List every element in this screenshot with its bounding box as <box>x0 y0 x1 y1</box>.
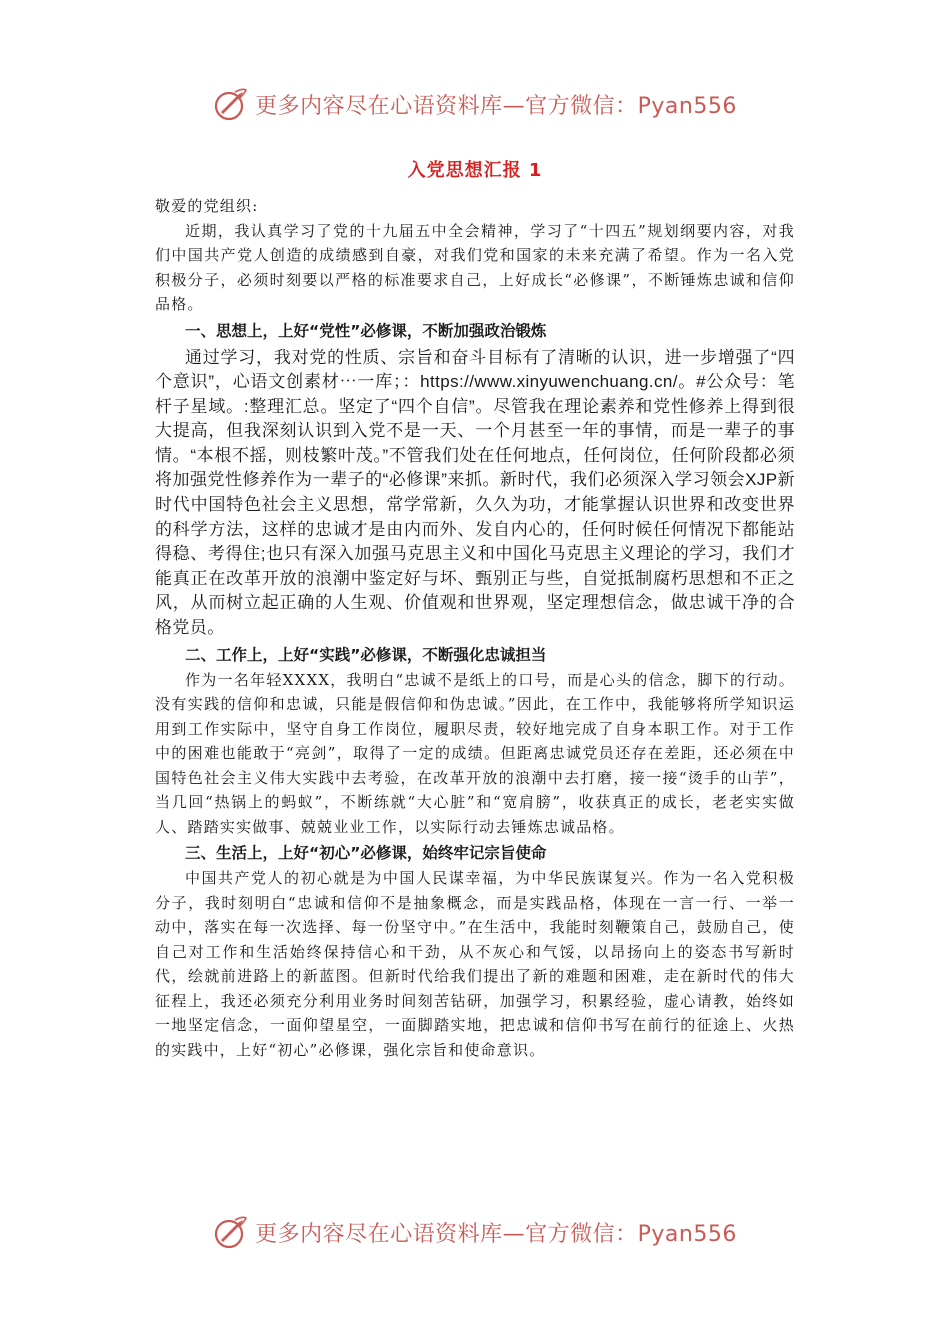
quill-logo-icon <box>213 86 249 122</box>
intro-paragraph: 近期，我认真学习了党的十九届五中全会精神，学习了“十四五”规划纲要内容，对我们中国共产党人创造的成绩感到自豪，对我们党和国家的未来充满了希望。作为一名入党积极分子，必须时刻要以严格的标准要求自己，上好成长“必修课”，不断锤炼忠诚和信仰品格。 <box>155 221 795 313</box>
header-banner-text: 更多内容尽在心语资料库—官方微信：Pyan556 <box>255 93 737 119</box>
section1-paragraph: 通过学习，我对党的性质、宗旨和奋斗目标有了清晰的认识，进一步增强了“四个意识”，心语文创素材⋯一库；：https://www.xinyuwenchuang.cn/。#公众号：笔杆子星域。:整理汇总。坚定了“四个自信”。尽管我在理论素养和党性修养上得到很大提高，但我深刻认识到入党不是一天、一个月甚至一年的事情，而是一辈子的事情。“本根不摇，则枝繁叶茂。”不管我们处在任何地点，任何岗位，任何阶段都必须将加强党性修养作为一辈子的“必修课”来抓。新时代，我们必须深入学习领会XJP新时代中国特色社会主义思想，常学常新，久久为功，才能掌握认识世界和改变世界的科学方法，这样的忠诚才是由内而外、发自内心的，任何时候任何情况下都能站得稳、考得住;也只有深入加强马克思主义和中国化马克思主义理论的学习，我们才能真正在改革开放的浪潮中鉴定好与坏、甄别正与些，自觉抵制腐朽思想和不正之风，从而树立起正确的人生观、价值观和世界观，坚定理想信念，做忠诚干净的合格党员。 <box>155 347 795 638</box>
salutation: 敬爱的党组织: <box>155 197 259 215</box>
section2-heading: 二、工作上，上好“实践”必修课，不断强化忠诚担当 <box>185 645 547 664</box>
section3-paragraph: 中国共产党人的初心就是为中国人民谋幸福，为中华民族谋复兴。作为一名入党积极分子，我时刻明白“忠诚和信仰不是抽象概念，而是实践品格，体现在一言一行、一举一动中，落实在每一次选择、每一份坚守中。”在生活中，我能时刻鞭策自己，鼓励自己，使自己对工作和生活始终保持信心和干劲，从不灰心和气馁，以昂扬向上的姿态书写新时代，绘就前进路上的新蓝图。但新时代给我们提出了新的难题和困难，走在新时代的伟大征程上，我还必须充分利用业务时间刻苦钻研，加强学习，积累经验，虚心请教，始终如一地坚定信念，一面仰望星空，一面脚踏实地，把忠诚和信仰书写在前行的征途上、火热的实践中，上好“初心”必修课，强化宗旨和使命意识。 <box>155 869 795 1059</box>
header-banner <box>0 82 950 126</box>
section2-paragraph: 作为一名年轻XXXX，我明白“忠诚不是纸上的口号，而是心头的信念，脚下的行动。没有实践的信仰和忠诚，只能是假信仰和伪忠诚。”因此，在工作中，我能够将所学知识运用到工作实际中，坚守自身工作岗位，履职尽责，较好地完成了自身本职工作。对于工作中的困难也能敢于“亮剑”，取得了一定的成绩。但距离忠诚党员还存在差距，还必须在中国特色社会主义伟大实践中去考验，在改革开放的浪潮中去打磨，接一接“烫手的山芋”，当几回“热锅上的蚂蚁”，不断练就“大心脏”和“宽肩膀”，收获真正的成长，老老实实做人、踏踏实实做事、兢兢业业工作，以实际行动去锤炼忠诚品格。 <box>155 670 795 836</box>
footer-banner <box>0 1210 950 1254</box>
document-title: 入党思想汇报 1 <box>407 160 543 181</box>
document-body <box>155 194 795 1062</box>
section3-heading: 三、生活上，上好“初心”必修课，始终牢记宗旨使命 <box>185 844 547 863</box>
quill-logo-icon <box>213 1214 249 1250</box>
footer-banner-text: 更多内容尽在心语资料库—官方微信：Pyan556 <box>255 1221 737 1247</box>
section1-heading: 一、思想上，上好“党性”必修课，不断加强政治锻炼 <box>185 321 547 340</box>
